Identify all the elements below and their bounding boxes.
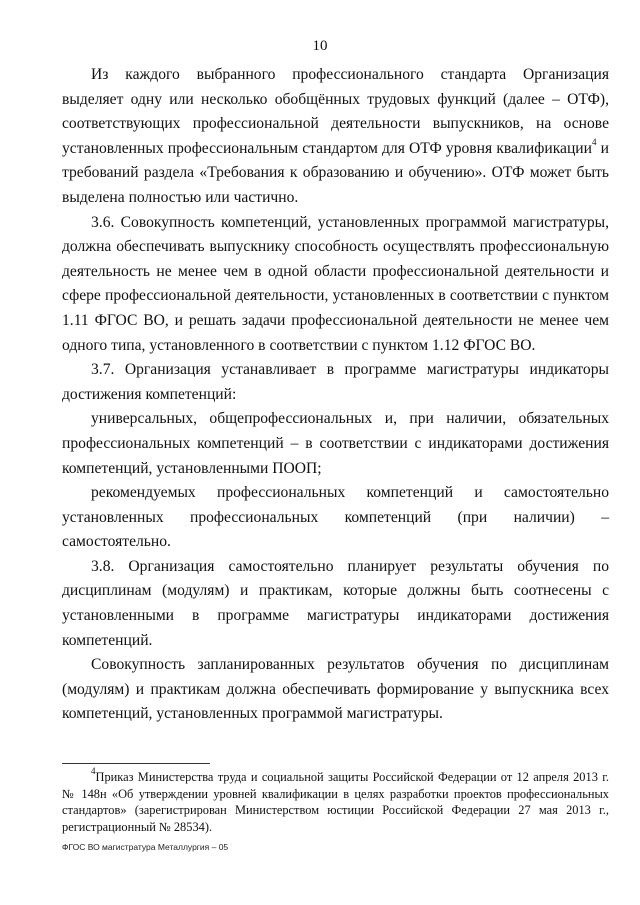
- footnote-separator: [62, 763, 210, 764]
- paragraph-otf-text: Из каждого выбранного профессионального стандарта Организация выделяет одну или несколько обобщённых трудовых функций (далее – ОТФ), соответствующих профессиональной деятельности выпускников, на основе установленных профессиональным стандартом для ОТФ уровня квалификации: [62, 66, 609, 157]
- footnote-marker: 4: [91, 765, 96, 776]
- paragraph-otf: [62, 63, 609, 211]
- footnote-reference[interactable]: 4: [592, 136, 597, 147]
- paragraph-otf-text-continued: и требований раздела «Требования к образованию и обучению». ОТФ может быть выделена полностью или частично.: [62, 139, 610, 206]
- page-number: 10: [312, 38, 328, 54]
- footnote-text: [62, 765, 609, 835]
- footnote: [62, 765, 609, 835]
- paragraph-3-8: 3.8. Организация самостоятельно планирует результаты обучения по дисциплинам (модулям) и практикам, которые должны быть соотнесены с установленными в программе магистратуры индикаторами достижения компетенций.: [62, 557, 609, 649]
- paragraph-recommended-competencies: рекомендуемых профессиональных компетенций и самостоятельно установленных профессиональных компетенций (при наличии) – самостоятельно.: [62, 484, 609, 551]
- paragraph-3-7: 3.7. Организация устанавливает в программе магистратуры индикаторы достижения компетенций:: [62, 361, 609, 403]
- footnote-body: Приказ Министерства труда и социальной защиты Российской Федерации от 12 апреля 2013 г. № 148н «Об утверждении уровней квалификации в целях разработки проектов профессиональных стандартов» (зарегистрирован Министерством юстиции Российской Федерации 27 мая 2013 г., регистрационный № 28534).: [62, 770, 609, 834]
- page-footer: ФГОС ВО магистратура Металлургия – 05: [62, 842, 229, 852]
- paragraph-universal-competencies: универсальных, общепрофессиональных и, при наличии, обязательных профессиональных компетенций – в соответствии с индикаторами достижения компетенций, установленными ПООП;: [62, 410, 609, 477]
- paragraph-learning-outcomes: Совокупность запланированных результатов обучения по дисциплинам (модулям) и практикам должна обеспечивать формирование у выпускника всех компетенций, установленных программой магистратуры.: [62, 656, 609, 723]
- document-body: [62, 63, 609, 727]
- paragraph-3-6: 3.6. Совокупность компетенций, установленных программой магистратуры, должна обеспечивать выпускнику способность осуществлять профессиональную деятельность не менее чем в одной области профессиональной деятельности и сфере профессиональной деятельности, установленных в соответствии с пунктом 1.11 ФГОС ВО, и решать задачи профессиональной деятельности не менее чем одного типа, установленного в соответствии с пунктом 1.12 ФГОС ВО.: [62, 213, 609, 354]
